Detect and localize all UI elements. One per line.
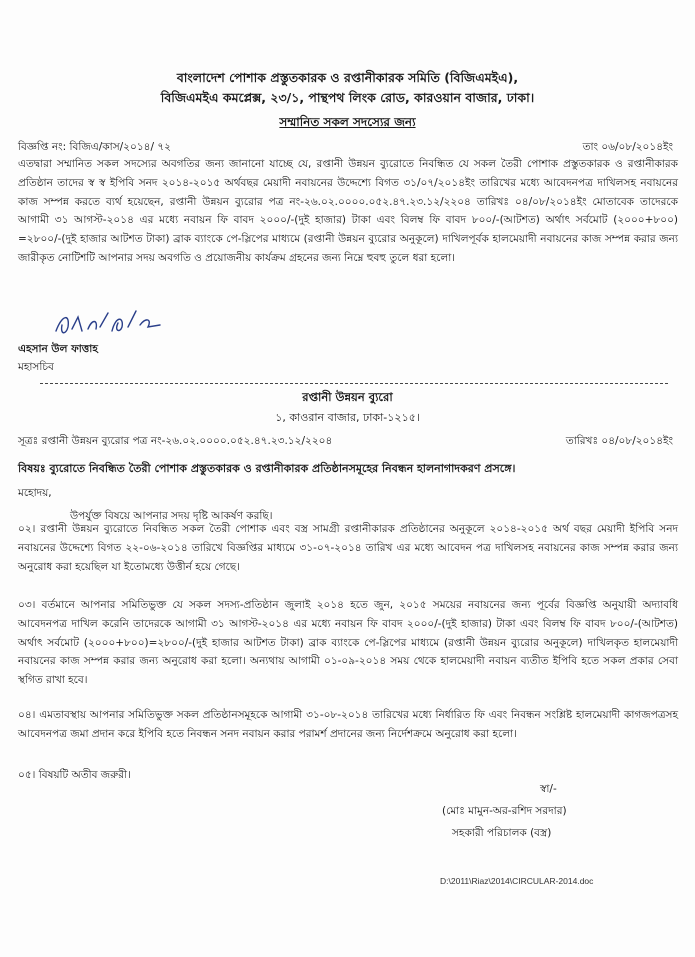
paragraph-03: ০৩। বর্তমানে আপনার সমিতিভুক্ত যে সকল সদস্য-প্রতিষ্ঠান জুলাই ২০১৪ হতে জুন, ২০১৫ সময়ের নবায়নের জন্য পূর্বের বিজ্ঞপ্তি অনুযায়ী অদ্যাবধি আবেদনপত্র দাখিল করেনি তাদেরকে আগামী ৩১ আগস্ট-২০১৪ এর মধ্যে নবায়ন ফি বাবদ ২০০০/-(দুই হাজার) টাকা এবং বিলম্ব ফি বাবদ ৮০০/-(আটশত) অর্থাৎ সর্বমোট (২০০০+৮০০)=২৮০০/-(দুই হাজার আটশত টাকা) ব্রাক ব্যাংকে পে-স্লিপের মাধ্যমে (রপ্তানী উন্নয়ন ব্যুরোর অনুকূলে) দাখিলকৃত হালমেয়াদী নবায়নের কাজ সম্পন্ন করার জন্য অনুরোধ করা হলো। অন্যথায় আগামী ০১-০৯-২০১৪ সময় থেকে হালমেয়াদী নবায়ন ব্যতীত ইপিবি হতে সকল প্রকার সেবা স্থগিত রাখা হবে। <box>18 599 678 687</box>
addressee-line: সম্মানিত সকল সদস্যের জন্য <box>279 115 416 129</box>
epb-title: রপ্তানী উন্নয়ন ব্যুরো <box>302 390 393 404</box>
signature-mark: স্বা/- <box>540 783 557 795</box>
association-address: বিজিএমইএ কমপ্লেক্স, ২৩/১, পান্থপথ লিংক রোড, কারওয়ান বাজার, ঢাকা। <box>160 90 535 105</box>
notice-body: এতদ্বারা সম্মানিত সকল সদস্যের অবগতির জন্য জানানো যাচ্ছে যে, রপ্তানী উন্নয়ন ব্যুরোতে নিবন্ধিত যে সকল তৈরী পোশাক প্রস্তুতকারক ও রপ্তানীকারক প্রতিষ্ঠান তাদের স্ব স্ব ইপিবি সনদ ২০১৪-২০১৫ অর্থবছর মেয়াদী নবায়নের উদ্দেশ্যে বিগত ৩১/০৭/২০১৪ইং তারিখের মধ্যে আবেদনপত্র দাখিলসহ নবায়নের কাজ সম্পন্ন করতে ব্যর্থ হয়েছেন, রপ্তানী উন্নয়ন ব্যুরোর পত্র নং-২৬.০২.০০০০.০৫২.৪৭.২৩.১২/২২০৪ তারিখঃ ০৪/০৮/২০১৪ইং মোতাবেক তাদেরকে আগামী ৩১ আগস্ট-২০১৪ এর মধ্যে নবায়ন ফি বাবদ ২০০০/-(দুই হাজার) টাকা এবং বিলম্ব ফি বাবদ ৮০০/-(আটশত) অর্থাৎ সর্বমোট (২০০০+৮০০) =২৮০০/-(দুই হাজার আটশত টাকা) ব্রাক ব্যাংকে পে-স্লিপের মাধ্যমে (রপ্তানী উন্নয়ন ব্যুরোর অনুকূলে) দাখিলপূর্বক হালমেয়াদী নবায়নের কাজ সম্পন্ন করার জন্য জারীকৃত নোটিশটি আপনার সদয় অবগতি ও প্রয়োজনীয় কার্যক্রম গ্রহনের জন্য নিম্নে হুবহু তুলে ধরা হলো। <box>18 158 678 264</box>
file-path: D:\2011\Riaz\2014\CIRCULAR-2014.doc <box>440 876 594 886</box>
signer-title: মহাসচিব <box>18 361 54 373</box>
intro-line: উপর্যুক্ত বিষয়ে আপনার সদয় দৃষ্টি আকর্ষণ করছি। <box>70 510 273 522</box>
paragraph-05: ০৫। বিষয়টি অতীব জরুরী। <box>18 769 131 781</box>
epb-reference: সূত্রঃ রপ্তানী উন্নয়ন ব্যুরোর পত্র নং-২৬.০২.০০০০.০৫২.৪৭.২৩.১২/২২০৪ <box>18 435 333 447</box>
section-divider <box>40 383 668 384</box>
epb-signer-title: সহকারী পরিচালক (বস্ত্র) <box>452 827 552 839</box>
epb-date: তারিখঃ ০৪/০৮/২০১৪ইং <box>565 435 673 447</box>
epb-subject: বিষয়ঃ ব্যুরোতে নিবন্ধিত তৈরী পোশাক প্রস্তুতকারক ও রপ্তানীকারক প্রতিষ্ঠানসমূহের নিবন্ধন হালনাগাদকরণ প্রসঙ্গে। <box>18 462 516 475</box>
notice-reference: বিজ্ঞপ্তি নং: বিজিএ/কাস/২০১৪/ ৭২ <box>18 141 171 153</box>
handwritten-signature <box>52 305 172 345</box>
paragraph-02: ০২। রপ্তানী উন্নয়ন ব্যুরোতে নিবন্ধিত সকল তৈরী পোশাক এবং বস্ত্র সামগ্রী রপ্তানীকারক প্রতিষ্ঠানের অনুকূলে ২০১৪-২০১৫ অর্থ বছর মেয়াদী ইপিবি সনদ নবায়নের উদ্দেশ্যে বিগত ২২-০৬-২০১৪ তারিখে বিজ্ঞপ্তির মাধ্যমে ৩১-০৭-২০১৪ তারিখ এর মধ্যে আবেদন পত্র দাখিলসহ নবায়নের কাজ সম্পন্ন করার জন্য অনুরোধ করা হয়েছিল যা ইতোমধ্যে উত্তীর্ন হয়ে গেছে। <box>18 523 678 573</box>
association-name: বাংলাদেশ পোশাক প্রস্তুতকারক ও রপ্তানীকারক সমিতি (বিজিএমইএ), <box>176 70 519 85</box>
signer-name: এহসান উল ফাত্তাহ <box>18 343 98 355</box>
salutation: মহোদয়, <box>18 487 52 499</box>
epb-signer-name: (মোঃ মামুন-অর-রশিদ সরদার) <box>442 805 567 817</box>
paragraph-04: ০৪। এমতাবস্থায় আপনার সমিতিভুক্ত সকল প্রতিষ্ঠানসমূহকে আগামী ৩১-০৮-২০১৪ তারিখের মধ্যে নির্ধারিত ফি এবং নিবন্ধন সংশ্লিষ্ট হালমেয়াদী কাগজপত্রসহ আবেদনপত্র জমা প্রদান করে ইপিবি হতে নিবন্ধন সনদ নবায়ন করার পরামর্শ প্রদানের জন্য নির্দেশক্রমে অনুরোধ করা হলো। <box>18 709 678 740</box>
notice-date: তাং ০৬/০৮/২০১৪ইং <box>582 141 673 153</box>
epb-address: ১, কাওরান বাজার, ঢাকা-১২১৫। <box>275 411 420 424</box>
